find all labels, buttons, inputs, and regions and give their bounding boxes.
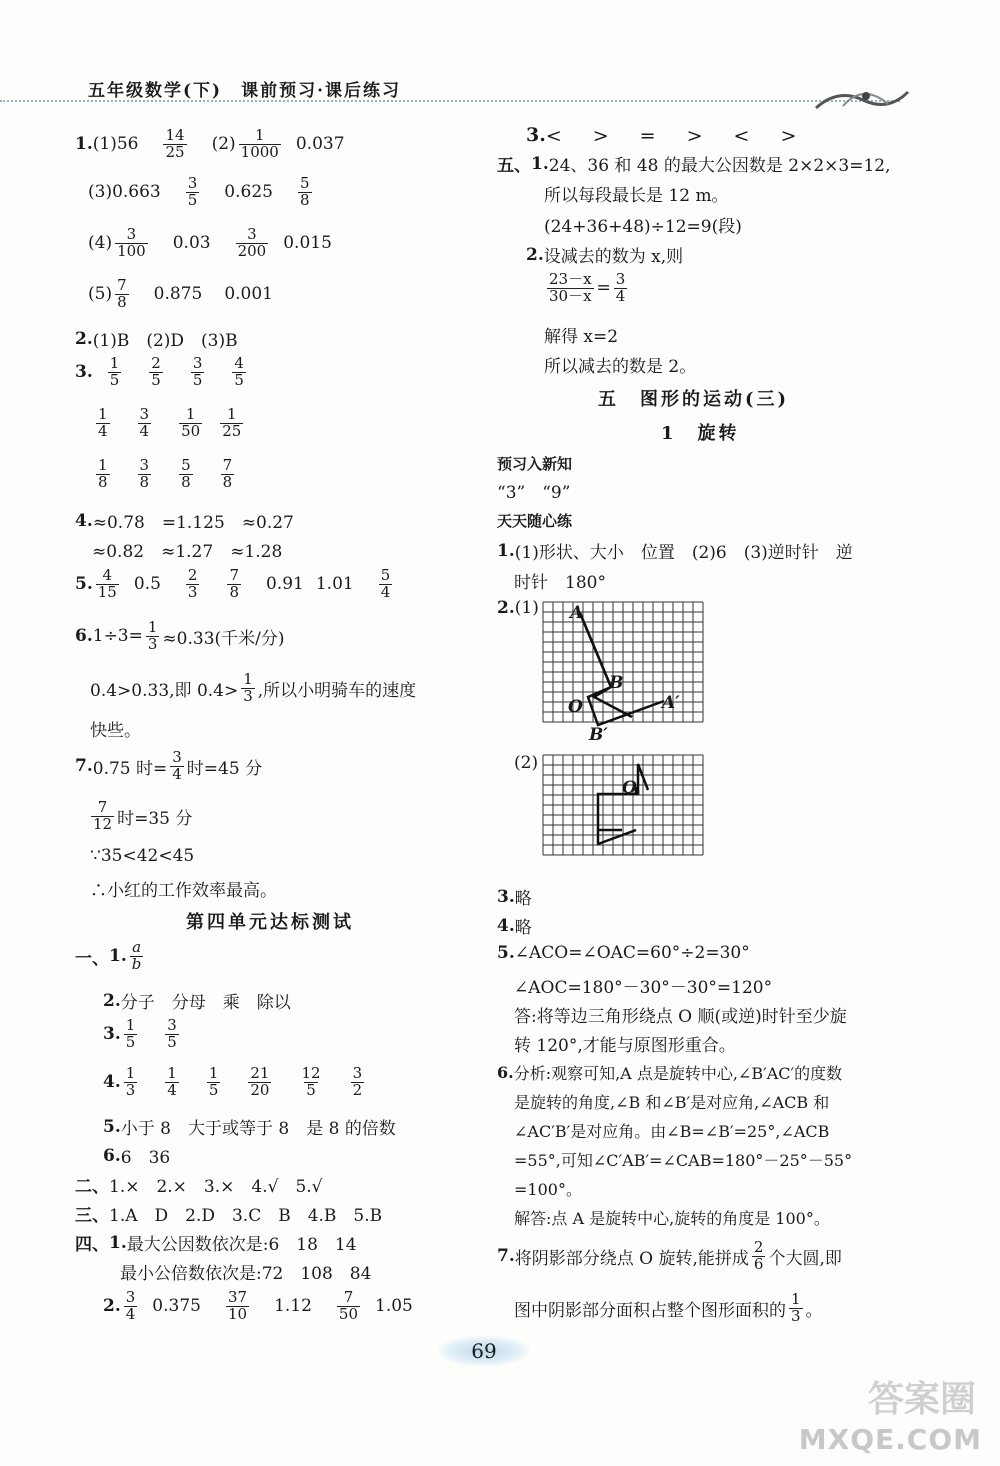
fraction: $\frac{1}{25}$	[222, 405, 242, 440]
p6-line5: =100°。	[514, 1180, 582, 1199]
q1-line4: (4) $\frac{3}{100}$ 0.03 $\frac{3}{200}$ 0.015	[88, 225, 332, 260]
fraction: $\frac{2}{3}$	[187, 566, 198, 601]
s5-q2-line3: 解得 x=2	[544, 327, 619, 347]
p5-line3: 答:将等边三角形绕点 O 顺(或逆)时针至少旋	[514, 1007, 847, 1027]
point-label-O: O	[568, 697, 583, 717]
fraction: $\frac{21}{20}$	[250, 1064, 270, 1099]
fraction: $\frac{1}{3}$	[147, 618, 158, 653]
fraction: $\frac{7}{50}$	[338, 1288, 359, 1323]
running-header: 五年级数学(下) 课前预习·课后练习	[88, 81, 402, 101]
p5-line4: 转 120°,才能与原图形重合。	[514, 1036, 736, 1056]
fraction: $\frac{14}{25}$	[165, 126, 185, 161]
fraction: $\frac{4}{5}$	[234, 354, 244, 389]
point-label-A: A	[570, 603, 584, 623]
s1-q5: 5. 小于 8 大于或等于 8 是 8 的倍数	[103, 1116, 396, 1139]
fraction: $\frac{1}{5}$	[125, 1016, 136, 1051]
fraction: $\frac{1}{8}$	[98, 456, 108, 491]
unit-test-title: 第四单元达标测试	[186, 912, 354, 933]
fraction: $\frac{3}{4}$	[139, 405, 150, 440]
point-label-B: B	[609, 673, 624, 693]
p7-line1: 7. 将阴影部分绕点 O 旋转,能拼成 $\frac{2}{6}$ 个大圆,即	[497, 1238, 842, 1273]
question-number: 1.	[75, 134, 93, 155]
q1-line1: 1. (1)56 $\frac{14}{25}$ (2) $\frac{1}{1000}$ 0.037	[75, 126, 345, 161]
s5-q1-line2: 所以每段最长是 12 m。	[544, 186, 729, 206]
q7-line1: 7. 0.75 时= $\frac{3}{4}$ 时=45 分	[75, 748, 263, 783]
fraction: $\frac{7}{8}$	[117, 276, 127, 311]
fraction: $\frac{2}{5}$	[151, 354, 161, 389]
r-q3: 3. < > = > < >	[526, 123, 803, 147]
practice-label: 天天随心练	[497, 512, 573, 530]
fraction: $\frac{1}{5}$	[109, 354, 120, 389]
q3-row3	[93, 458, 237, 491]
p2-sub2-label: (2)	[514, 753, 539, 773]
q4-line1: 4. ≈0.78 =1.125 ≈0.27	[75, 510, 294, 533]
q1-line3: (3)0.663 $\frac{3}{5}$ 0.625 $\frac{5}{8}$	[88, 174, 310, 209]
q3-row1: 3. $\frac{1}{5}$ $\frac{2}{5}$ $\frac{3}{5}$ $\frac{4}{5}$	[75, 354, 244, 389]
fraction: $\frac{5}{8}$	[299, 174, 310, 209]
s1-q6: 6. 6 36	[103, 1145, 171, 1168]
s4-q1-line1: 四、 1. 最大公因数依次是:6 18 14	[75, 1232, 357, 1255]
rotation-grid-2	[542, 754, 704, 862]
fraction: $\frac{7}{12}$	[93, 798, 113, 833]
fraction: $\frac{3}{5}$	[187, 174, 198, 209]
fraction: $\frac{1}{3}$	[243, 670, 253, 705]
s5-q1-line3: (24+36+48)÷12=9(段)	[544, 217, 742, 237]
ink-brush-decoration-icon	[808, 78, 918, 118]
p7-line2: 图中阴影部分面积占整个图形面积的 $\frac{1}{3}$ 。	[514, 1290, 823, 1325]
preview-label: 预习入新知	[497, 455, 573, 473]
fraction: $\frac{1}{3}$	[125, 1064, 136, 1099]
s1-q3: 3. $\frac{1}{5}$ $\frac{3}{5}$	[103, 1016, 177, 1051]
q7-line4: ∴小红的工作效率最高。	[90, 881, 277, 901]
fraction: $\frac{5}{8}$	[181, 456, 191, 491]
fraction: $\frac{23-x}{30-x}$	[549, 270, 592, 305]
fraction: $\frac{3}{4}$	[125, 1288, 136, 1323]
q6-line3: 快些。	[90, 721, 141, 741]
p6-line6: 解答:点 A 是旋转中心,旋转的角度是 100°。	[514, 1209, 830, 1228]
s2: 二、 1.× 2.× 3.× 4.√ 5.√	[75, 1177, 323, 1197]
p5-line1: 5. ∠ACO=∠OAC=60°÷2=30°	[497, 943, 750, 963]
fraction: $\frac{37}{10}$	[227, 1288, 248, 1323]
s5-q2-line1: 2. 设减去的数为 x,则	[526, 244, 684, 267]
s4-q1-line2: 最小公倍数依次是:72 108 84	[120, 1264, 372, 1284]
s3: 三、 1.A D 2.D 3.C B 4.B 5.B	[75, 1206, 383, 1226]
p1-line2: 时针 180°	[514, 573, 606, 593]
fraction: $\frac{2}{6}$	[753, 1238, 764, 1273]
s4-q2: 2. $\frac{3}{4}$ 0.375 $\frac{37}{10}$ 1.12 $\frac{7}{50}$ 1.05	[103, 1288, 413, 1323]
s1-q4: 4. $\frac{1}{3}$ $\frac{1}{4}$ $\frac{1}{5}$ $\frac{21}{20}$ $\frac{12}{5}$ $\frac{3}{2}$	[103, 1064, 363, 1099]
fraction: $\frac{1}{4}$	[167, 1064, 177, 1099]
p4: 4. 略	[497, 915, 532, 938]
p3: 3. 略	[497, 886, 532, 909]
fraction: $\frac{3}{8}$	[139, 456, 150, 491]
point-label-O-2: O	[622, 778, 637, 798]
s5-q2-equation: $\frac{23-x}{30-x}$ = $\frac{3}{4}$	[549, 270, 626, 305]
s1-q2: 2. 分子 分母 乘 除以	[103, 990, 291, 1013]
p5-line2: ∠AOC=180°－30°－30°=120°	[514, 978, 773, 998]
p6-line2: 是旋转的角度,∠B 和∠B′是对应角,∠ACB 和	[514, 1093, 830, 1112]
point-label-B-prime: B′	[589, 725, 608, 745]
q7-line2: $\frac{7}{12}$ 时=35 分	[93, 798, 193, 833]
fraction: $\frac{a}{b}$	[131, 938, 142, 973]
section-title: 1 旋转	[661, 423, 740, 444]
fraction: $\frac{1}{1000}$	[240, 126, 279, 161]
fraction: $\frac{3}{100}$	[117, 225, 146, 260]
fraction: $\frac{1}{5}$	[208, 1064, 219, 1099]
fraction: $\frac{7}{8}$	[222, 456, 233, 491]
preview-answer: “3” “9”	[497, 483, 571, 503]
watermark-url: MXQE.COM	[798, 1423, 982, 1456]
fraction: $\frac{3}{4}$	[615, 270, 626, 305]
fraction: $\frac{1}{3}$	[791, 1290, 801, 1325]
q3-row2	[93, 407, 246, 440]
s1-q1: 一、 1. $\frac{a}{b}$	[75, 938, 142, 973]
point-label-A-prime: A′	[662, 693, 680, 713]
fraction: $\frac{12}{5}$	[301, 1064, 321, 1099]
fraction: $\frac{3}{200}$	[237, 225, 267, 260]
q4-line2: ≈0.82 ≈1.27 ≈1.28	[92, 542, 283, 562]
fraction: $\frac{1}{50}$	[181, 405, 201, 440]
s5-q1-line1: 五、 1. 24、36 和 48 的最大公因数是 2×2×3=12,	[497, 153, 891, 176]
fraction: $\frac{3}{2}$	[352, 1064, 363, 1099]
s5-q2-line4: 所以减去的数是 2。	[544, 357, 697, 377]
watermark-logo: 答案圈	[867, 1379, 976, 1420]
q7-line3: ∵35<42<45	[90, 846, 195, 866]
fraction: $\frac{1}{4}$	[98, 405, 108, 440]
q6-line2: 0.4>0.33,即 0.4> $\frac{1}{3}$ ,所以小明骑车的速度	[90, 670, 417, 705]
page-number: 69	[438, 1336, 530, 1366]
p2-label: 2. (1)	[497, 598, 539, 618]
header-rule	[0, 100, 900, 102]
q5: 5. $\frac{4}{15}$ 0.5 $\frac{2}{3}$ $\frac{7}{8}$ 0.91 1.01 $\frac{5}{4}$	[75, 566, 391, 601]
fraction: $\frac{4}{15}$	[97, 566, 117, 601]
p6-line1: 6. 分析:观察可知,A 点是旋转中心,∠B′AC′的度数	[497, 1063, 843, 1083]
q6-line1: 6. 1÷3= $\frac{1}{3}$ ≈0.33(千米/分)	[75, 618, 285, 653]
p6-line4: =55°,可知∠C′AB′=∠CAB=180°－25°－55°	[514, 1151, 853, 1170]
fraction: $\frac{7}{8}$	[229, 566, 239, 601]
q2: 2. (1)B (2)D (3)B	[75, 328, 238, 351]
p1-line1: 1. (1)形状、大小 位置 (2)6 (3)逆时针 逆	[497, 540, 853, 563]
p6-line3: ∠AC′B′是对应角。由∠B=∠B′=25°,∠ACB	[514, 1122, 830, 1141]
chapter-title: 五 图形的运动(三)	[598, 389, 790, 410]
fraction: $\frac{5}{4}$	[380, 566, 391, 601]
q1-line5: (5) $\frac{7}{8}$ 0.875 0.001	[88, 276, 273, 311]
fraction: $\frac{3}{5}$	[192, 354, 203, 389]
fraction: $\frac{3}{4}$	[172, 748, 182, 783]
fraction: $\frac{3}{5}$	[167, 1016, 177, 1051]
